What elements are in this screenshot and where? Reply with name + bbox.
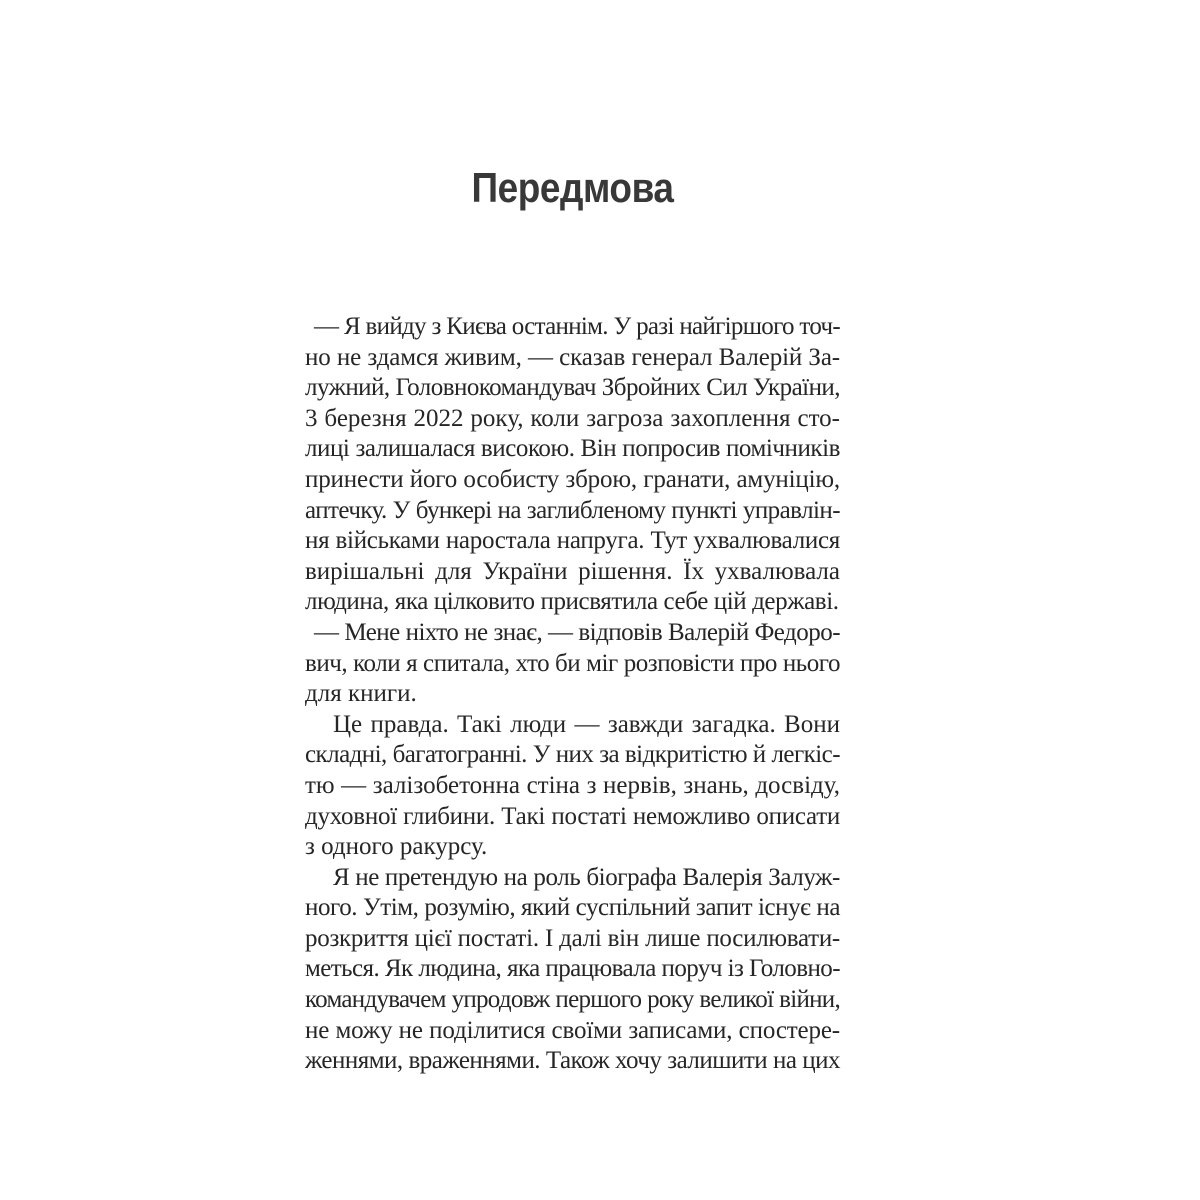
text-line: розкриття цієї постаті. І далі він лише посилювати- [305,924,840,952]
text-line: ня військами наростала напруга. Тут ухвалювалися [305,527,840,555]
text-line: 3 березня 2022 року, коли загроза захоплення сто- [305,404,840,432]
text-line: вич, коли я спитала, хто би міг розповісти про нього [305,649,840,677]
text-line: складні, багатогранні. У них за відкритістю й легкіс- [305,741,840,769]
text-line: з одного ракурсу. [305,833,488,861]
paragraph [305,863,840,1077]
text-line: — Я вийду з Києва останнім. У разі найгіршого точ- [314,313,840,340]
paragraph [305,618,840,710]
text-line: лужний, Головнокомандувач Збройних Сил України, [305,374,840,402]
text-line: не можу не поділитися своїми записами, спостере- [305,1016,840,1044]
text-line: принести його особисту зброю, гранати, амуніцію, [305,465,840,493]
paragraph [305,710,840,863]
text-line: тю — залізобетонна стіна з нервів, знань, досвіду, [305,771,840,799]
text-line: Я не претендую на роль біографа Валерія Залуж- [333,863,840,891]
text-line: Це правда. Такі люди — завжди загадка. Вони [333,710,840,738]
text-line: лиці залишалася високою. Він попросив помічників [305,435,840,463]
text-line: вирішальні для України рішення. Їх ухвалювала [305,557,840,585]
body-text [305,312,840,1077]
text-line: женнями, враженнями. Також хочу залишити на цих [305,1047,840,1075]
text-line: для книги. [305,680,417,708]
text-line: командувачем упродовж першого року великої війни, [305,986,840,1014]
chapter-title: Передмова [471,164,674,211]
text-line: ного. Утім, розумію, який суспільний запит існує на [305,894,840,922]
text-line: духовної глибини. Такі постаті неможливо описати [305,802,840,830]
text-line: — Мене ніхто не знає, — відповів Валерій Федоро- [314,618,840,646]
text-line: меться. Як людина, яка працювала поруч із Головно- [305,955,840,983]
text-line: но не здамся живим, — сказав генерал Валерій За- [305,343,840,371]
text-line: аптечку. У бункері на заглибленому пункті управлін- [305,496,840,524]
page-content [305,0,840,1077]
text-line: людина, яка цілковито присвятила себе цій державі. [305,588,839,616]
paragraph [305,312,840,618]
